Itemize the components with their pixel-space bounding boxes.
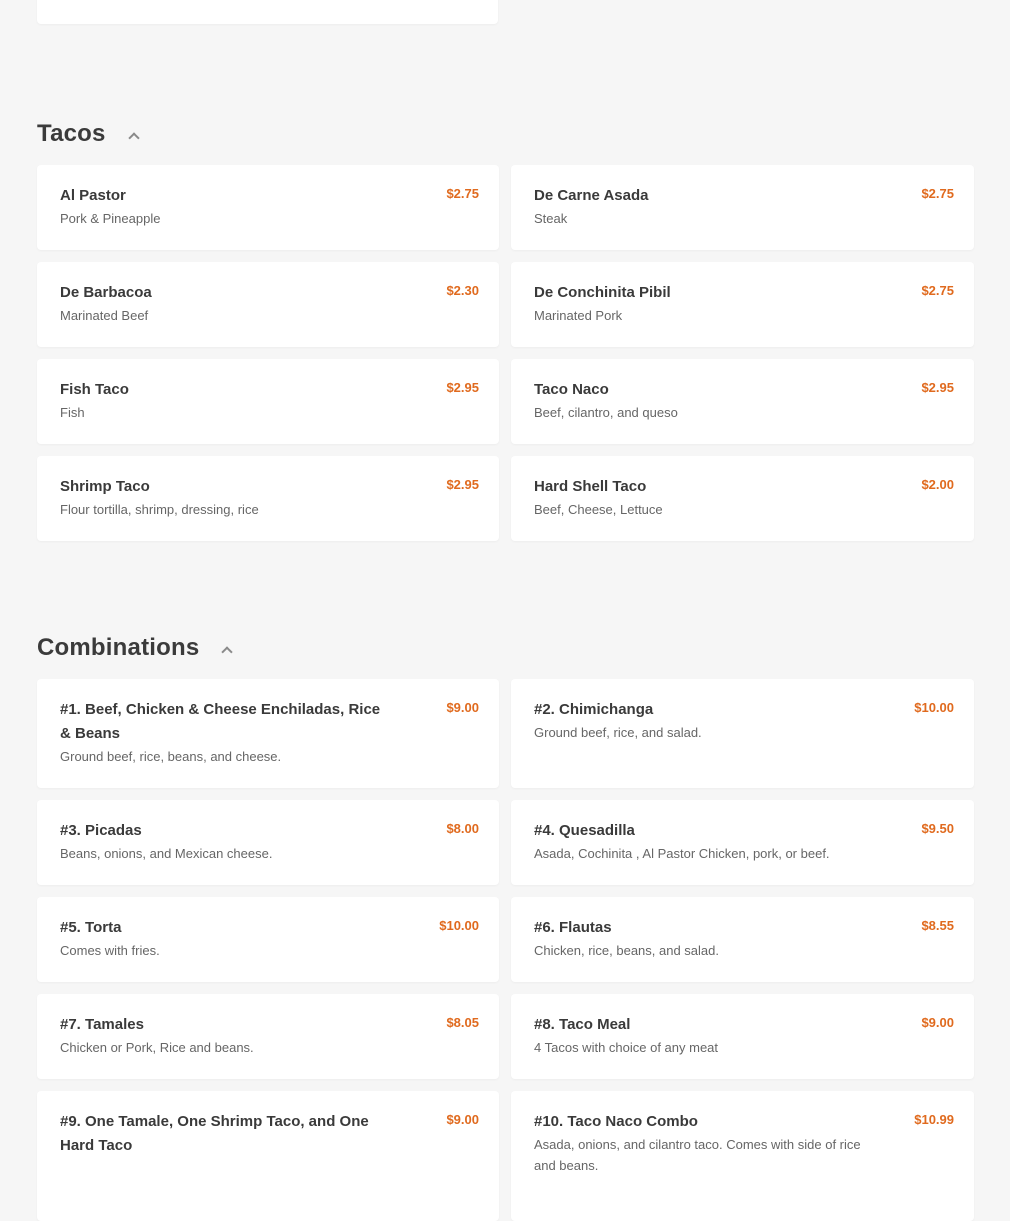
item-description: Chicken, rice, beans, and salad.: [534, 943, 719, 958]
item-name: #2. Chimichanga: [534, 701, 654, 718]
item-price: $2.30: [446, 283, 479, 298]
item-price: $2.95: [446, 380, 479, 395]
item-description: Fish: [60, 405, 85, 420]
item-description: Steak: [534, 211, 568, 226]
item-price: $2.75: [921, 283, 954, 298]
menu-item-card[interactable]: [511, 456, 974, 541]
item-name: #8. Taco Meal: [534, 1016, 631, 1033]
item-name: #10. Taco Naco Combo: [534, 1113, 698, 1130]
item-description: Pork & Pineapple: [60, 211, 161, 226]
item-name: #9. One Tamale, One Shrimp Taco, and One Hard Taco: [60, 1113, 369, 1154]
item-price: $10.99: [914, 1112, 954, 1127]
item-description: Comes with fries.: [60, 943, 160, 958]
item-description: Chicken or Pork, Rice and beans.: [60, 1040, 254, 1055]
item-price: $10.00: [914, 700, 954, 715]
section-tacos: [37, 117, 974, 541]
item-description: Beans, onions, and Mexican cheese.: [60, 846, 273, 861]
item-description: Marinated Beef: [60, 308, 149, 323]
section-title: Tacos: [37, 120, 106, 147]
item-price: $2.75: [921, 186, 954, 201]
menu-item-card[interactable]: [511, 994, 974, 1079]
item-name: De Conchinita Pibil: [534, 284, 671, 301]
item-price: $2.00: [921, 477, 954, 492]
menu-item-card[interactable]: [511, 897, 974, 982]
item-name: Hard Shell Taco: [534, 478, 647, 495]
menu-item-card[interactable]: [511, 165, 974, 250]
item-price: $9.00: [446, 1112, 479, 1127]
item-price: $8.05: [446, 1015, 479, 1030]
item-name: #5. Torta: [60, 919, 122, 936]
menu-item-card[interactable]: [37, 897, 499, 982]
menu-item-card[interactable]: [37, 456, 499, 541]
chevron-up-icon[interactable]: [219, 642, 235, 658]
menu-item-card[interactable]: [37, 994, 499, 1079]
item-name: Shrimp Taco: [60, 478, 150, 495]
menu-item-card[interactable]: [511, 262, 974, 347]
menu-item-card-partial[interactable]: [37, 0, 498, 24]
item-description: Ground beef, rice, and salad.: [534, 725, 702, 740]
item-price: $9.00: [921, 1015, 954, 1030]
item-price: $9.50: [921, 821, 954, 836]
item-price: $10.00: [439, 918, 479, 933]
item-price: $9.00: [446, 700, 479, 715]
item-name: De Barbacoa: [60, 284, 152, 301]
item-name: De Carne Asada: [534, 187, 649, 204]
item-description: Asada, onions, and cilantro taco. Comes with side of rice and beans.: [534, 1137, 861, 1173]
section-title: Combinations: [37, 634, 200, 661]
item-name: #6. Flautas: [534, 919, 612, 936]
item-description: Beef, Cheese, Lettuce: [534, 502, 663, 517]
item-name: Taco Naco: [534, 381, 609, 398]
menu-item-card[interactable]: [37, 359, 499, 444]
chevron-up-icon[interactable]: [126, 128, 142, 144]
item-price: $2.95: [921, 380, 954, 395]
menu-item-card[interactable]: [37, 262, 499, 347]
menu-item-card[interactable]: [37, 800, 499, 885]
menu-item-card[interactable]: [37, 165, 499, 250]
item-description: Beef, cilantro, and queso: [534, 405, 678, 420]
item-price: $8.55: [921, 918, 954, 933]
item-name: #3. Picadas: [60, 822, 142, 839]
item-price: $2.95: [446, 477, 479, 492]
item-name: Al Pastor: [60, 187, 126, 204]
section-combinations: [37, 631, 974, 1221]
item-name: #7. Tamales: [60, 1016, 144, 1033]
item-description: Marinated Pork: [534, 308, 623, 323]
item-price: $8.00: [446, 821, 479, 836]
menu-item-card[interactable]: [511, 1091, 974, 1221]
item-description: Ground beef, rice, beans, and cheese.: [60, 749, 282, 764]
item-name: Fish Taco: [60, 381, 129, 398]
section-header-combinations[interactable]: [37, 631, 974, 665]
menu-item-card[interactable]: [511, 800, 974, 885]
section-header-tacos[interactable]: [37, 117, 974, 151]
item-name: #1. Beef, Chicken & Cheese Enchiladas, Rice & Beans: [60, 701, 381, 742]
item-description: Asada, Cochinita , Al Pastor Chicken, pork, or beef.: [534, 846, 830, 861]
menu-item-card[interactable]: [37, 679, 499, 788]
item-name: #4. Quesadilla: [534, 822, 635, 839]
item-description: 4 Tacos with choice of any meat: [534, 1040, 719, 1055]
menu-item-card[interactable]: [511, 679, 974, 788]
menu-grid: [37, 679, 974, 1221]
menu-grid: [37, 165, 974, 541]
menu-item-card[interactable]: [511, 359, 974, 444]
menu-item-card[interactable]: [37, 1091, 499, 1221]
item-price: $2.75: [446, 186, 479, 201]
item-description: Flour tortilla, shrimp, dressing, rice: [60, 502, 259, 517]
